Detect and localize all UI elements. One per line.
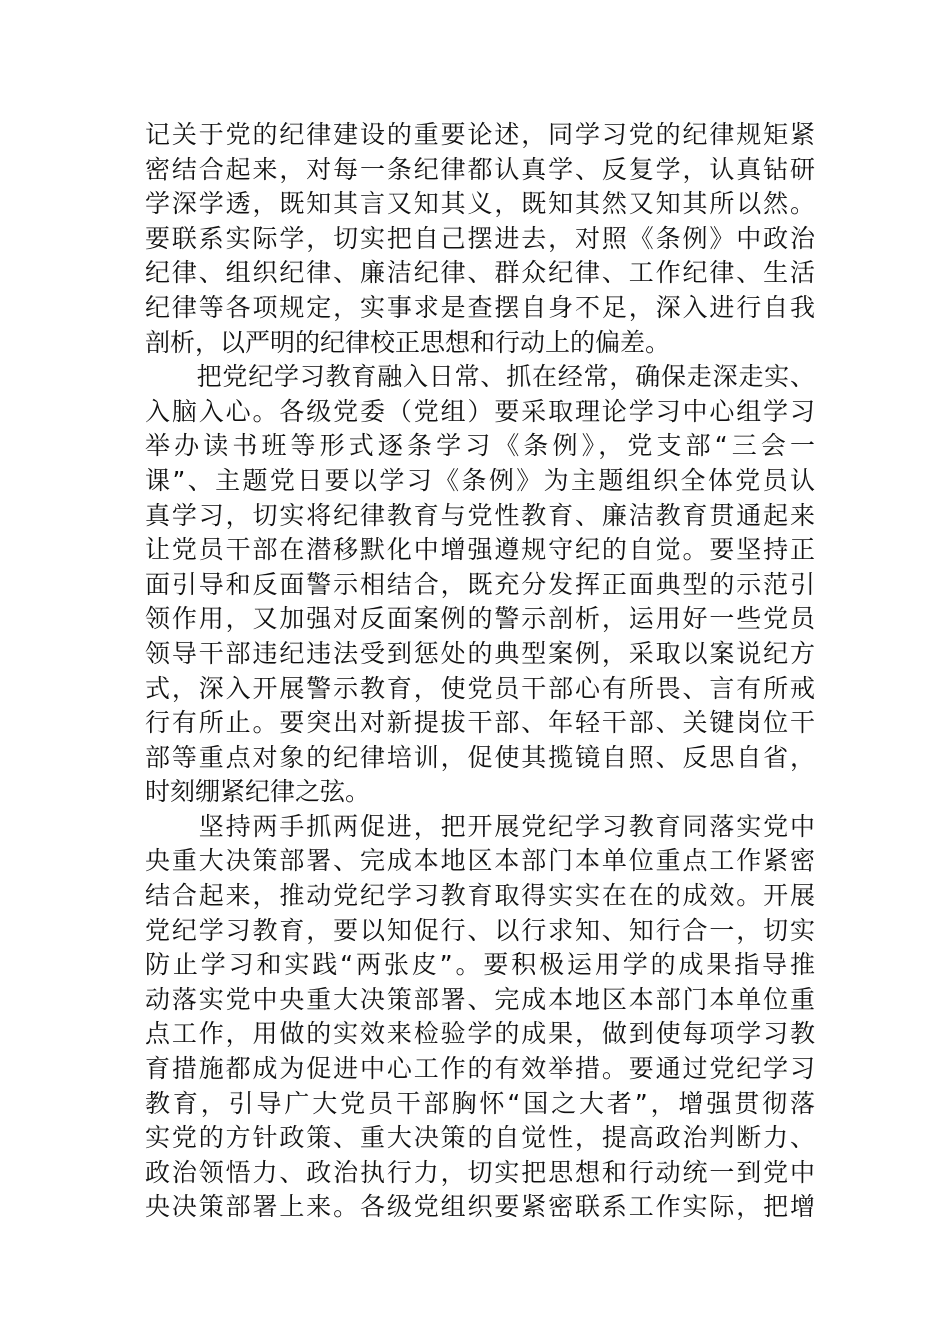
text-line: 让党员干部在潜移默化中增强遵规守纪的自觉。要坚持正 (145, 535, 815, 565)
text-line: 学深学透，既知其言又知其义，既知其然又知其所以然。 (145, 189, 815, 219)
text-line: 要联系实际学，切实把自己摆进去，对照《条例》中政治 (145, 223, 815, 253)
document-body-text (145, 118, 815, 1225)
text-line: 式，深入开展警示教育，使党员干部心有所畏、言有所戒 (145, 673, 815, 703)
text-line: 面引导和反面警示相结合，既充分发挥正面典型的示范引 (145, 569, 815, 599)
text-line: 举办读书班等形式逐条学习《条例》，党支部“三会一 (145, 431, 815, 461)
text-line: 动落实党中央重大决策部署、完成本地区本部门本单位重 (145, 984, 815, 1014)
paragraph-2 (145, 360, 815, 810)
text-line: 实党的方针政策、重大决策的自觉性，提高政治判断力、 (145, 1123, 815, 1153)
text-line: 纪律、组织纪律、廉洁纪律、群众纪律、工作纪律、生活 (145, 258, 815, 288)
text-line: 防止学习和实践“两张皮”。要积极运用学的成果指导推 (145, 950, 815, 980)
text-line: 党纪学习教育，要以知促行、以行求知、知行合一，切实 (145, 915, 815, 945)
text-line: 点工作，用做的实效来检验学的成果，做到使每项学习教 (145, 1019, 815, 1049)
text-line: 教育，引导广大党员干部胸怀“国之大者”，增强贯彻落 (145, 1088, 815, 1118)
text-line: 央重大决策部署、完成本地区本部门本单位重点工作紧密 (145, 846, 815, 876)
text-line: 结合起来，推动党纪学习教育取得实实在在的成效。开展 (145, 881, 815, 911)
text-line: 政治领悟力、政治执行力，切实把思想和行动统一到党中 (145, 1157, 815, 1187)
text-line: 记关于党的纪律建设的重要论述，同学习党的纪律规矩紧 (145, 120, 815, 149)
text-line: 时刻绷紧纪律之弦。 (145, 777, 371, 807)
text-line: 育措施都成为促进中心工作的有效举措。要通过党纪学习 (145, 1054, 815, 1084)
text-line: 课”、主题党日要以学习《条例》为主题组织全体党员认 (145, 465, 815, 495)
text-line: 剖析，以严明的纪律校正思想和行动上的偏差。 (145, 327, 671, 357)
text-line: 坚持两手抓两促进，把开展党纪学习教育同落实党中 (145, 811, 815, 841)
text-line: 真学习，切实将纪律教育与党性教育、廉洁教育贯通起来 (145, 500, 815, 530)
text-line: 领导干部违纪违法受到惩处的典型案例，采取以案说纪方 (145, 638, 815, 668)
text-line: 入脑入心。各级党委（党组）要采取理论学习中心组学习 (145, 396, 815, 426)
text-line: 部等重点对象的纪律培训，促使其揽镜自照、反思自省， (145, 742, 815, 772)
text-line: 央决策部署上来。各级党组织要紧密联系工作实际，把增 (145, 1192, 815, 1222)
text-line: 领作用，又加强对反面案例的警示剖析，运用好一些党员 (145, 604, 815, 634)
text-line: 纪律等各项规定，实事求是查摆自身不足，深入进行自我 (145, 292, 815, 322)
text-line: 把党纪学习教育融入日常、抓在经常，确保走深走实、 (145, 362, 815, 392)
paragraph-1 (145, 118, 815, 360)
text-line: 密结合起来，对每一条纪律都认真学、反复学，认真钻研 (145, 154, 815, 184)
text-line: 行有所止。要突出对新提拔干部、年轻干部、关键岗位干 (145, 708, 815, 738)
paragraph-3 (145, 810, 815, 1225)
